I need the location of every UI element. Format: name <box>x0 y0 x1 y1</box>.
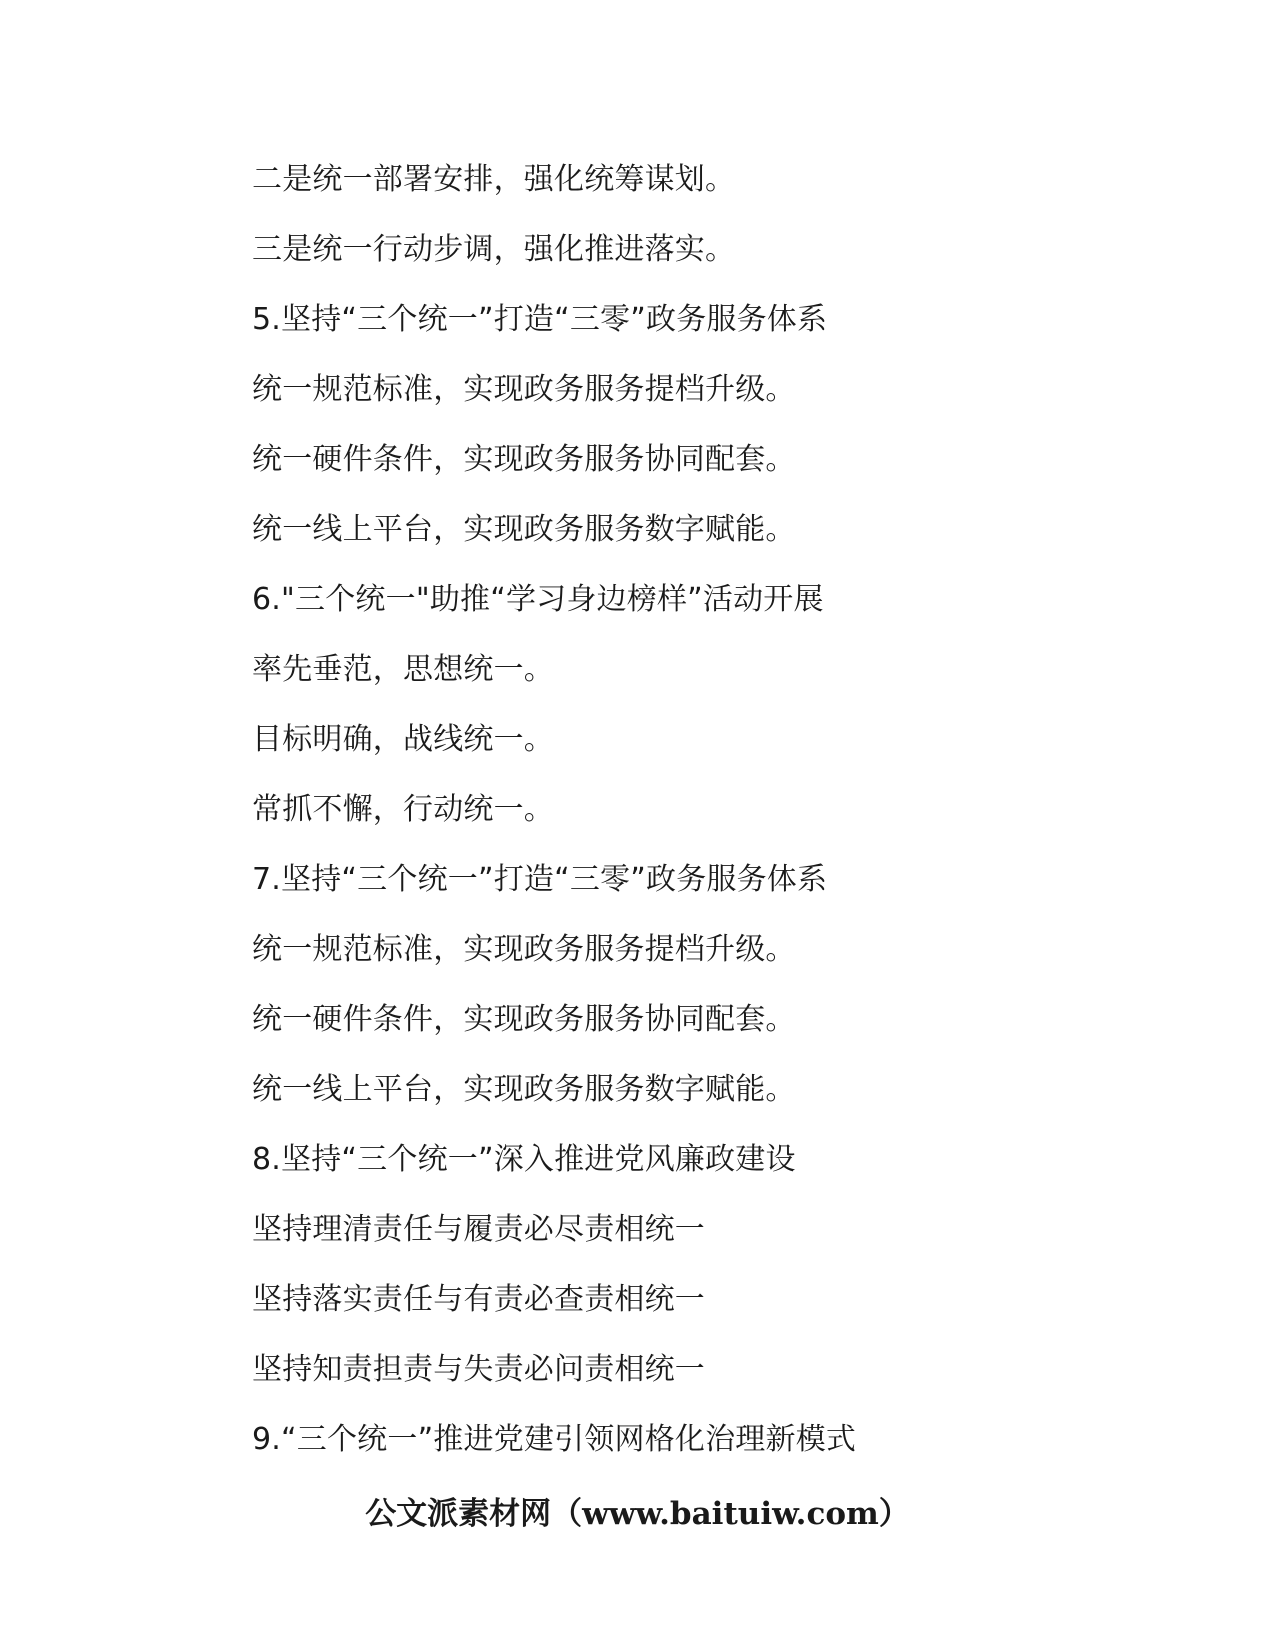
section-heading: 5.坚持“三个统一”打造“三零”政务服务体系 <box>252 302 828 337</box>
section-heading: 6."三个统一"助推“学习身边榜样”活动开展 <box>252 582 824 617</box>
section-heading: 8.坚持“三个统一”深入推进党风廉政建设 <box>252 1142 796 1177</box>
text-line: 坚持落实责任与有责必查责相统一 <box>252 1282 705 1317</box>
text-line: 统一规范标准，实现政务服务提档升级。 <box>252 372 796 407</box>
text-line: 统一线上平台，实现政务服务数字赋能。 <box>252 512 796 547</box>
text-line: 统一规范标准，实现政务服务提档升级。 <box>252 932 796 967</box>
section-heading: 9.“三个统一”推进党建引领网格化治理新模式 <box>252 1422 857 1457</box>
text-line: 目标明确，战线统一。 <box>252 722 554 757</box>
text-line: 率先垂范，思想统一。 <box>252 652 554 687</box>
text-line: 坚持知责担责与失责必问责相统一 <box>252 1352 705 1387</box>
text-line: 坚持理清责任与履责必尽责相统一 <box>252 1212 705 1247</box>
document-body <box>252 160 1212 1490</box>
text-line: 常抓不懈，行动统一。 <box>252 792 554 827</box>
text-line: 二是统一部署安排，强化统筹谋划。 <box>252 162 736 197</box>
footer-watermark-text: 公文派素材网（www.baituiw.com） <box>365 1496 910 1532</box>
text-line: 三是统一行动步调，强化推进落实。 <box>252 232 736 267</box>
section-heading: 7.坚持“三个统一”打造“三零”政务服务体系 <box>252 862 828 897</box>
text-line: 统一线上平台，实现政务服务数字赋能。 <box>252 1072 796 1107</box>
text-line: 统一硬件条件，实现政务服务协同配套。 <box>252 442 796 477</box>
text-line: 统一硬件条件，实现政务服务协同配套。 <box>252 1002 796 1037</box>
